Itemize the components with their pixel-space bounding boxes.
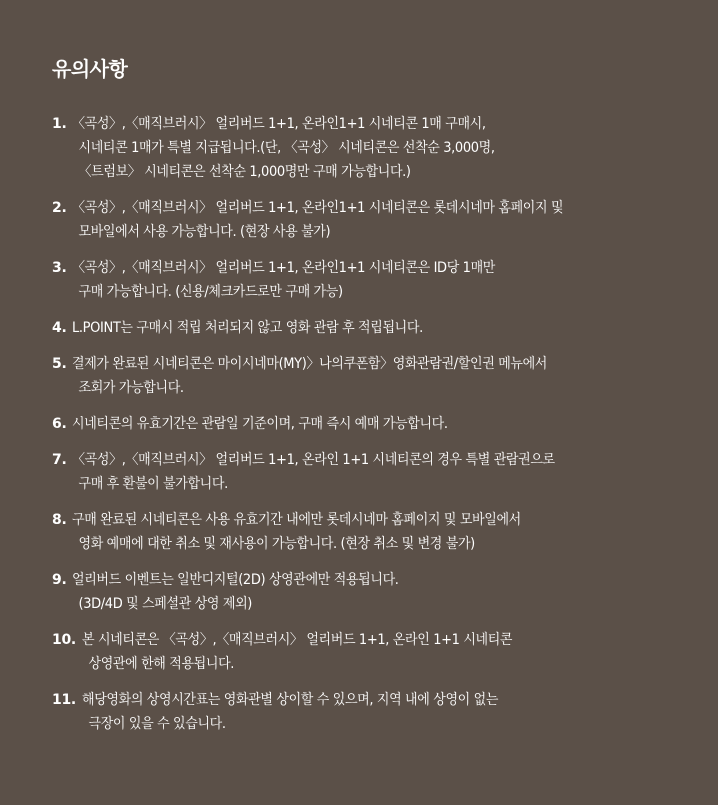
notice-number: 3. (52, 260, 67, 276)
notice-text-line: 구매 완료된 시네티콘은 사용 유효기간 내에만 롯데시네마 홈페이지 및 모바일에서 (72, 512, 522, 528)
notice-item (52, 112, 694, 184)
notice-text-line: 영화 예매에 대한 취소 및 재사용이 가능합니다. (현장 취소 및 변경 불가) (78, 536, 476, 552)
notice-text-line: 〈곡성〉,〈매직브러시〉 얼리버드 1+1, 온라인 1+1 시네티콘의 경우 특별 관람권으로 (72, 452, 556, 468)
notice-item (52, 508, 694, 556)
notice-text (82, 628, 512, 676)
notice-text-line: (3D/4D 및 스페셜관 상영 제외) (78, 596, 253, 612)
notice-number: 10. (52, 632, 76, 648)
notice-number: 6. (52, 416, 67, 432)
notice-text-line: 얼리버드 이벤트는 일반디지털(2D) 상영관에만 적용됩니다. (72, 572, 400, 588)
notice-number: 9. (52, 572, 67, 588)
notice-number: 4. (52, 320, 67, 336)
notice-text-line: 구매 가능합니다. (신용/체크카드로만 구매 가능) (78, 284, 344, 300)
notice-text-line: 시네티콘 1매가 특별 지급됩니다.(단, 〈곡성〉 시네티콘은 선착순 3,000명, (78, 140, 496, 156)
notice-number: 5. (52, 356, 67, 372)
notice-item (52, 688, 694, 736)
notice-number: 7. (52, 452, 67, 468)
notice-text-line: 〈트럼보〉 시네티콘은 선착순 1,000명만 구매 가능합니다.) (78, 164, 412, 180)
notice-text (72, 352, 547, 400)
page-title: 유의사항 (52, 57, 128, 81)
notice-item (52, 412, 694, 436)
notice-text-line: 모바일에서 사용 가능합니다. (현장 사용 불가) (78, 224, 331, 240)
notice-text (72, 412, 448, 436)
notice-number: 2. (52, 200, 67, 216)
notice-text (82, 688, 498, 736)
notice-text-line: 결제가 완료된 시네티콘은 마이시네마(MY)〉나의쿠폰함〉영화관람권/할인권 메뉴에서 (72, 356, 548, 372)
notice-list (52, 112, 694, 736)
notice-item (52, 448, 694, 496)
notice-text (72, 316, 423, 340)
notice-number: 11. (52, 692, 76, 708)
notice-text (72, 508, 521, 556)
notice-item (52, 628, 694, 676)
notice-text-line: 〈곡성〉,〈매직브러시〉 얼리버드 1+1, 온라인1+1 시네티콘은 ID당 1매만 (72, 260, 496, 276)
notice-text-line: 구매 후 환불이 불가합니다. (78, 476, 229, 492)
notice-text-line: 상영관에 한해 적용됩니다. (88, 656, 234, 672)
notice-text (72, 568, 399, 616)
notice-number: 1. (52, 116, 67, 132)
notice-item (52, 256, 694, 304)
notice-item (52, 316, 694, 340)
notice-text-line: L.POINT는 구매시 적립 처리되지 않고 영화 관람 후 적립됩니다. (72, 320, 424, 336)
notice-text (72, 112, 495, 184)
notice-text-line: 본 시네티콘은 〈곡성〉,〈매직브러시〉 얼리버드 1+1, 온라인 1+1 시네티콘 (81, 632, 513, 648)
notice-text-line: 조회가 가능합니다. (78, 380, 185, 396)
notice-text (72, 256, 495, 304)
notice-item (52, 352, 694, 400)
notice-text-line: 극장이 있을 수 있습니다. (88, 716, 226, 732)
notice-text-line: 시네티콘의 유효기간은 관람일 기준이며, 구매 즉시 예매 가능합니다. (72, 416, 449, 432)
notice-text (72, 196, 563, 244)
notice-text-line: 〈곡성〉,〈매직브러시〉 얼리버드 1+1, 온라인1+1 시네티콘 1매 구매시, (72, 116, 487, 132)
notice-number: 8. (52, 512, 67, 528)
notice-text (72, 448, 555, 496)
notice-item (52, 568, 694, 616)
notice-item (52, 196, 694, 244)
notice-text-line: 〈곡성〉,〈매직브러시〉 얼리버드 1+1, 온라인1+1 시네티콘은 롯데시네마 홈페이지 및 (72, 200, 564, 216)
notice-text-line: 해당영화의 상영시간표는 영화관별 상이할 수 있으며, 지역 내에 상영이 없는 (81, 692, 498, 708)
